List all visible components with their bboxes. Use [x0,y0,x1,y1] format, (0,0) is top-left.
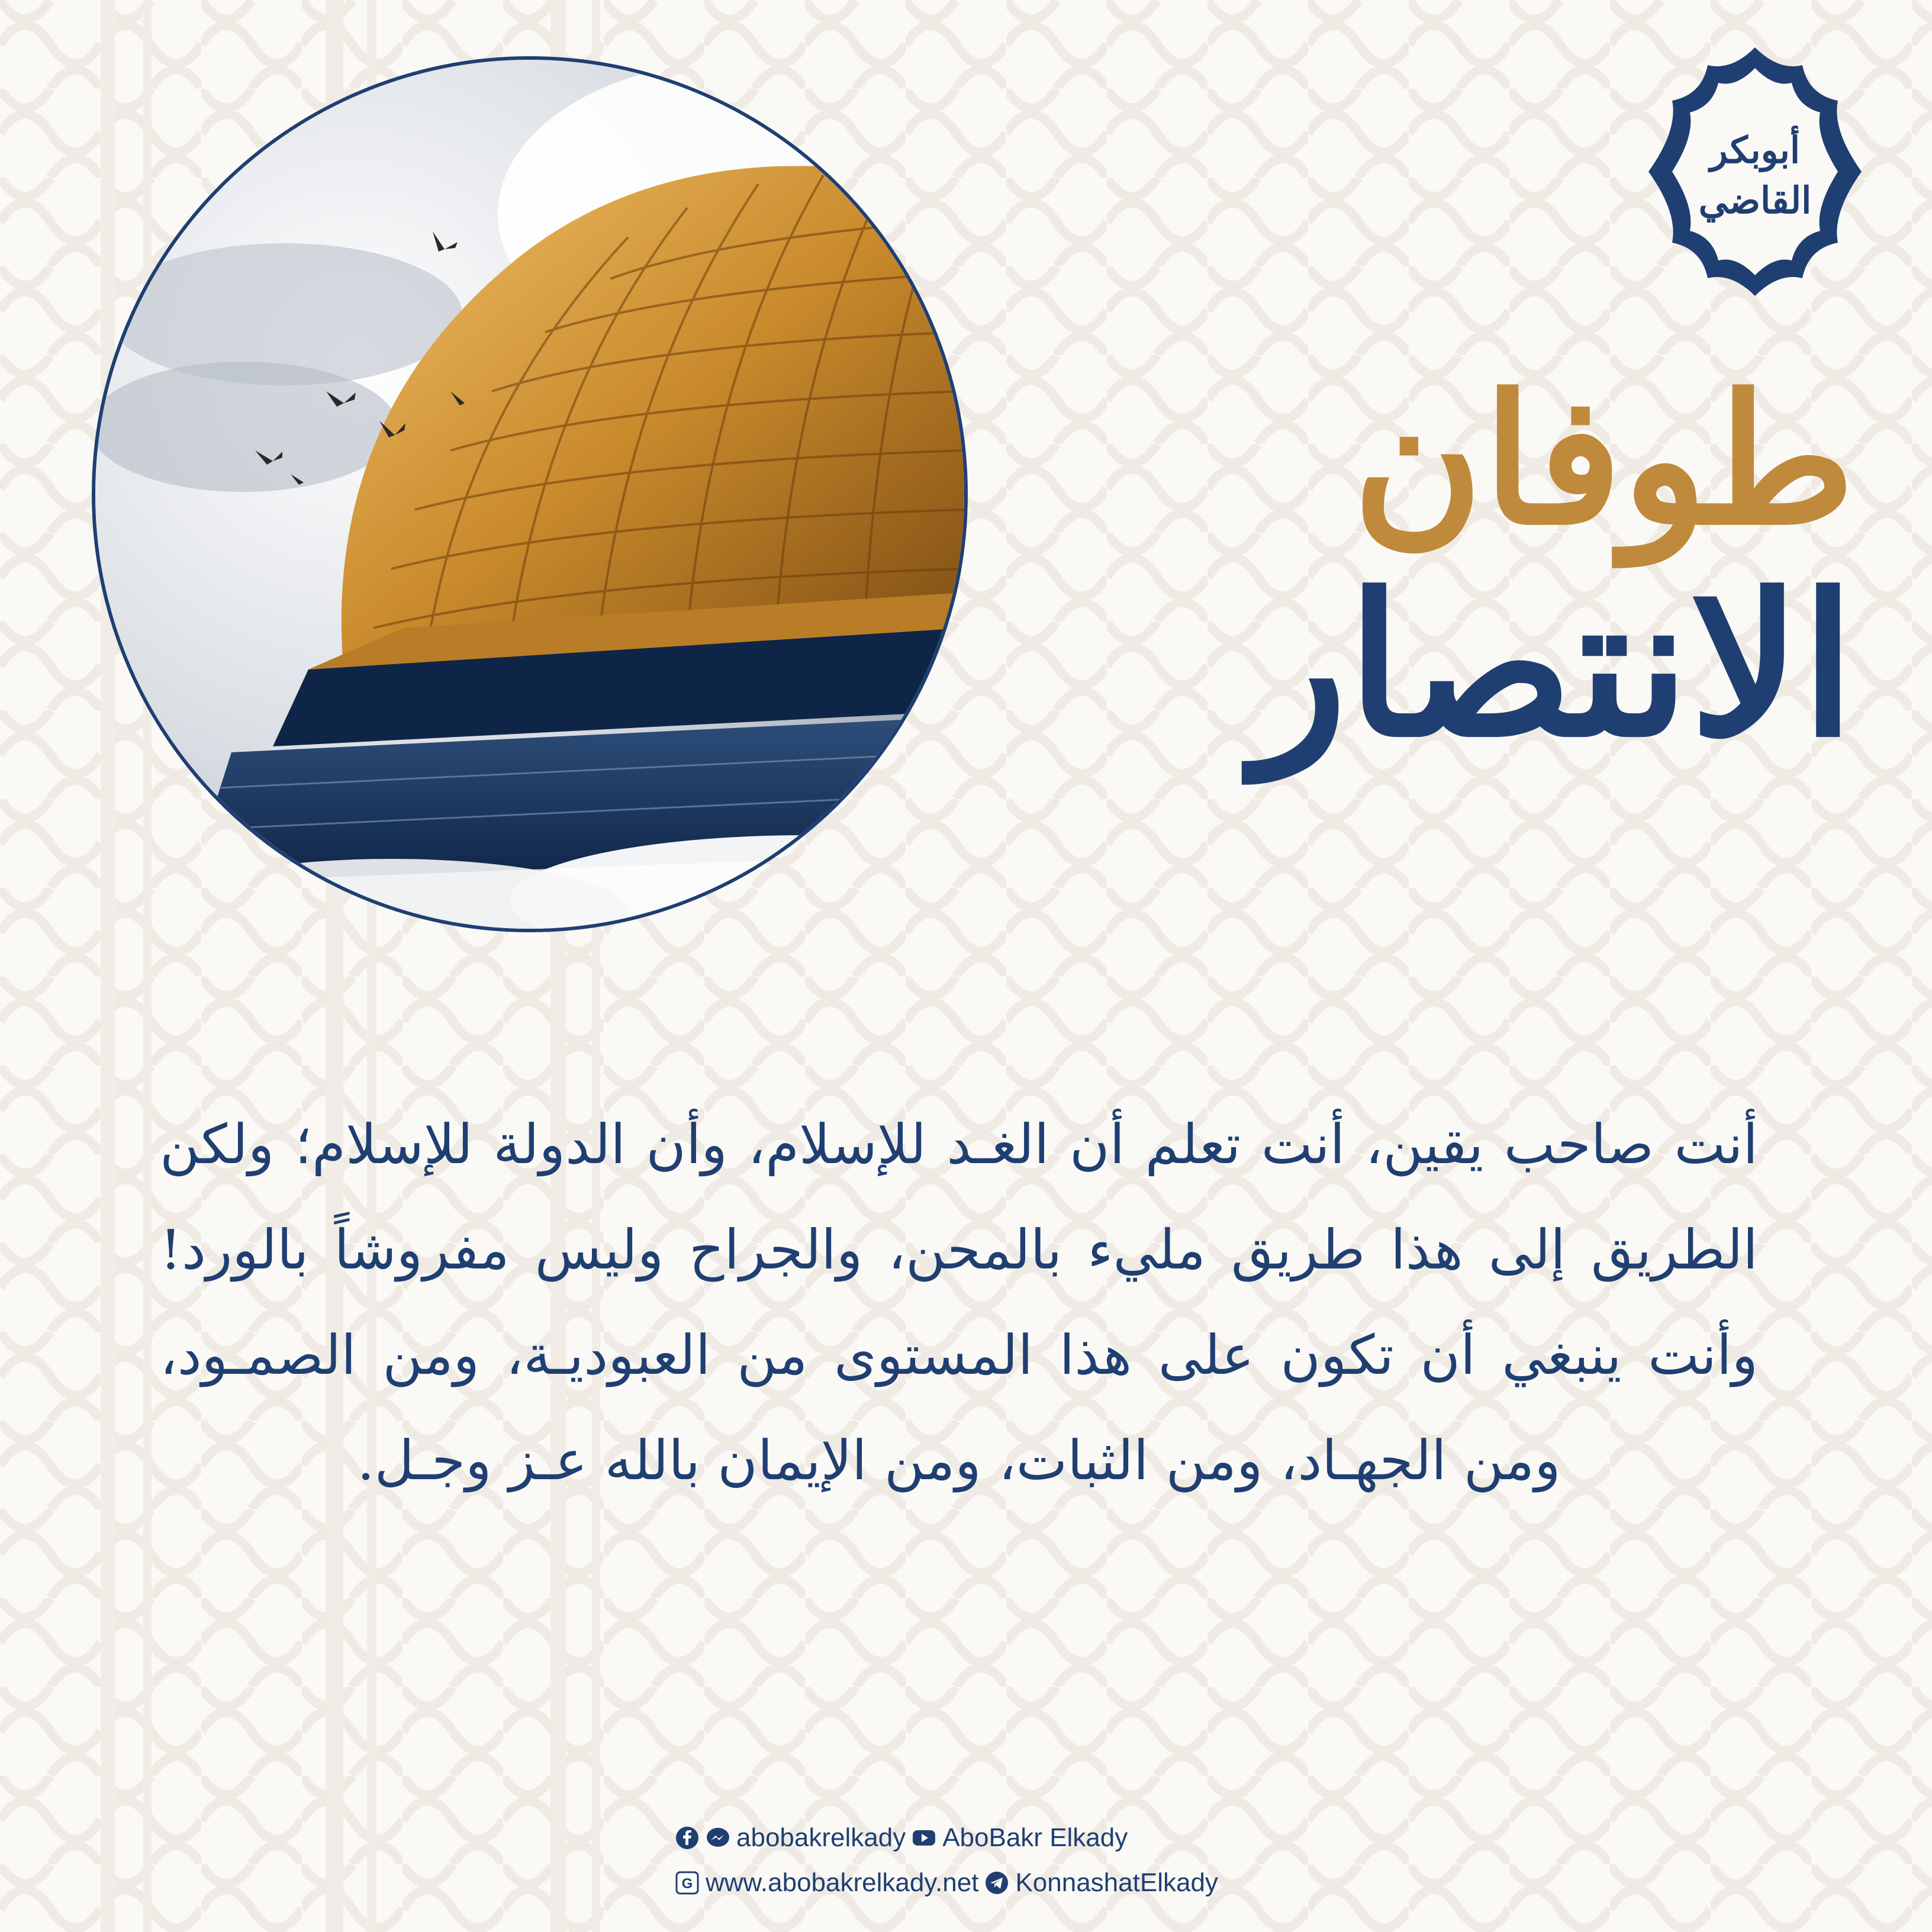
google-icon[interactable] [675,1870,700,1895]
dome-photo [92,56,968,932]
website-link[interactable]: www.abobakrelkady.net [706,1868,979,1897]
youtube-icon[interactable] [912,1825,936,1850]
social-handle[interactable]: abobakrelkady [736,1823,906,1852]
logo-line-1: أبوبكر [1709,128,1801,172]
telegram-icon[interactable] [984,1870,1009,1895]
logo-line-2: القاضي [1698,179,1812,222]
facebook-icon[interactable] [675,1825,700,1850]
title-line-2: الانتصار [1252,550,1855,780]
youtube-channel[interactable]: AboBakr Elkady [942,1823,1128,1852]
quote-text: أنت صاحب يقين، أنت تعلم أن الغـد للإسلام، وأن الدولة للإسلام؛ ولكن الطريق إلى هذا طريق مليء بالمحن، والجراح وليس مفروشاً بالورد! وأنت ينبغي أن تكون على هذا المستوى من العبوديـة، ومن الصمـود، ومن الجهـاد، ومن الثبات، ومن الإيمان بالله عـز وجـل. [160,1113,1758,1492]
dome-of-the-rock-illustration [95,60,964,929]
footer-row-social [675,1817,1267,1859]
footer-row-web [675,1862,1267,1904]
telegram-channel[interactable]: KonnashatElkady [1015,1868,1218,1897]
svg-text:G: G [681,1876,693,1892]
footer-contacts [675,1817,1267,1904]
author-logo [1643,41,1867,302]
title-line-1: طوفان [1353,355,1855,564]
messenger-icon[interactable] [706,1825,730,1850]
